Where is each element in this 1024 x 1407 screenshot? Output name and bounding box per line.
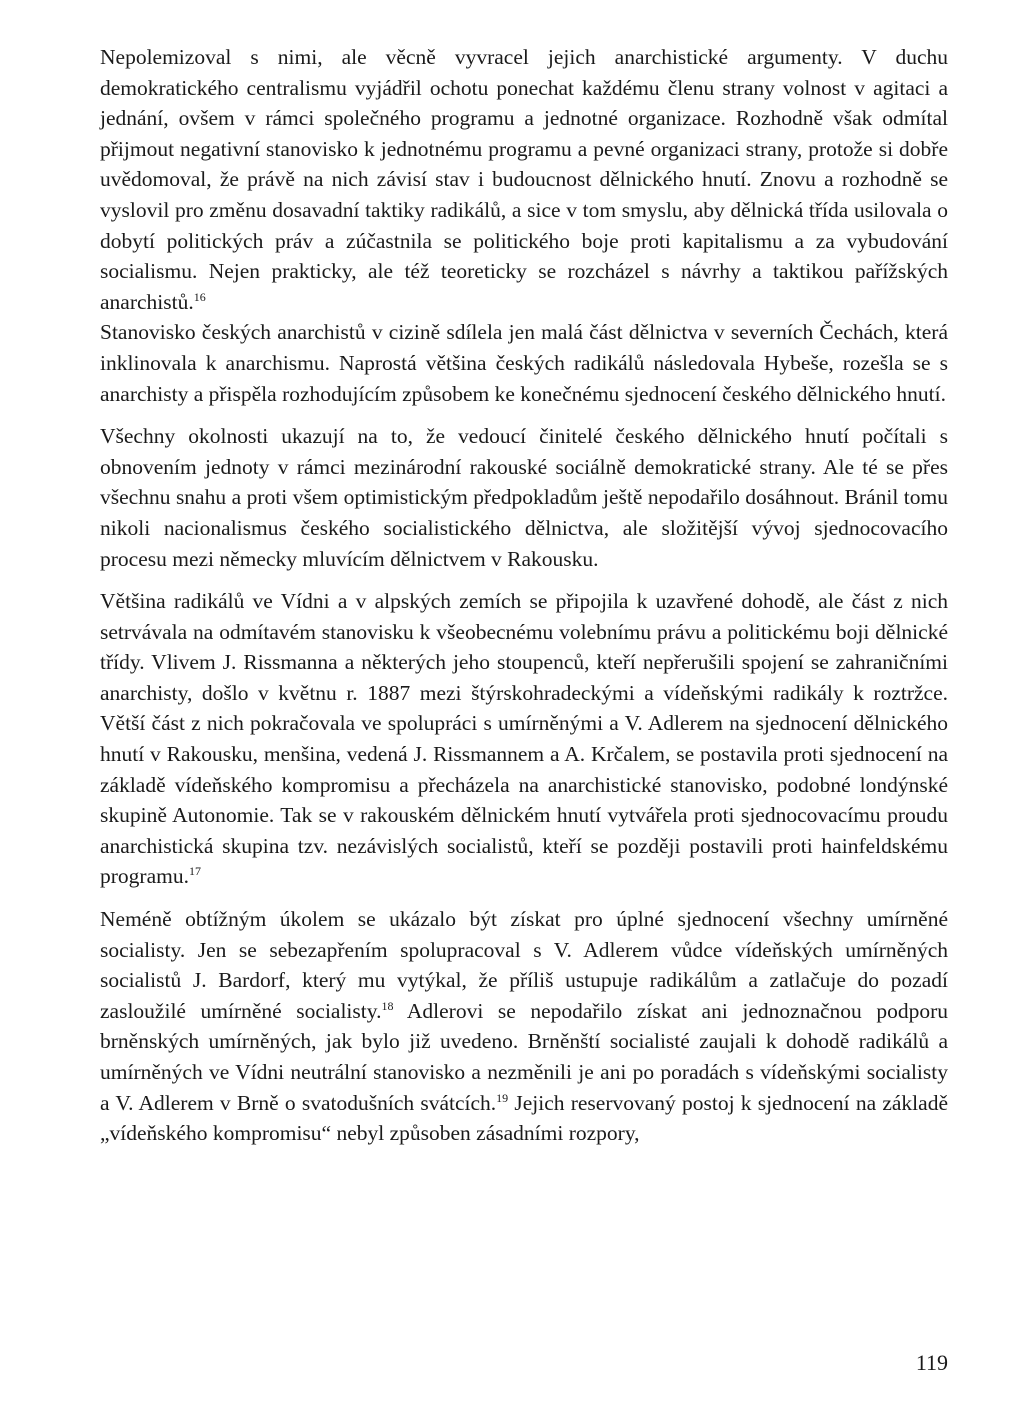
paragraph-3: [100, 421, 948, 574]
footnote-ref-17: 17: [188, 864, 201, 879]
paragraph-5-text-c: Jejich reservovaný postoj k sjednocení na základě „vídeňského kompromisu“ nebyl způsoben zásadními rozpory,: [100, 1090, 948, 1146]
footnote-ref-16: 16: [193, 289, 206, 304]
paragraph-5-text-b: Adlerovi se nepodařilo získat ani jednoznačnou podporu brněnských umírněných, jak bylo již uvedeno. Brněnští socialisté zaujali k dohodě radikálů a umírněných ve Vídni neutrální stanovisko a nezměnili je ani po poradách s vídeňskými socialisty a V. Adlerem v Brně o svatodušních svátcích.: [100, 998, 949, 1115]
page-number: 119: [915, 1350, 948, 1375]
paragraph-2: [100, 317, 948, 409]
paragraph-5: [100, 904, 948, 1149]
paragraph-5-text: Neméně obtížným úkolem se ukázalo být získat pro úplné sjednocení všechny umírněné socialisty. Jen se sebezapřením spolupracoval s V. Adlerem vůdce vídeňských umírněných socialistů J. Bardorf, který mu vytýkal, že příliš ustupuje radikálům a zatlačuje do pozadí zasloužilé umírněné socialisty.: [100, 907, 948, 1023]
paragraph-4: [100, 586, 948, 892]
paragraph-4-text: Většina radikálů ve Vídni a v alpských zemích se připojila k uzavřené dohodě, ale část z nich setrvávala na odmítavém stanovisku k všeobecnému volebnímu právu a politickému boji dělnické třídy. Vlivem J. Rissmanna a některých jeho stoupenců, kteří nepřerušili spojení se zahraničními anarchisty, došlo v květnu r. 1887 mezi štýrskohradeckými a vídeňskými radikály k roztržce. Větší část z nich pokračovala ve spolupráci s umírněnými a V. Adlerem na sjednocení dělnického hnutí v Rakousku, menšina, vedená J. Rissmannem a A. Krčalem, se postavila proti sjednocení na základě vídeňského kompromisu a přecházela na anarchistické stanovisko, podobné londýnské skupině Autonomie. Tak se v rakouském dělnickém hnutí vytvářela proti sjednocovacímu proudu anarchistická skupina tzv. nezávislých socialistů, kteří se později postavili proti hainfeldskému programu.: [100, 589, 948, 889]
paragraph-3-text: Všechny okolnosti ukazují na to, že vedoucí činitelé českého dělnického hnutí počítali s obnovením jednoty v rámci mezinárodní rakouské sociálně demokratické strany. Ale té se přes všechnu snahu a proti všem optimistickým předpokladům ještě nepodařilo dosáhnout. Bránil tomu nikoli nacionalismus českého socialistického dělnictva, ale složitější vývoj sjednocovacího procesu mezi německy mluvícím dělnictvem v Rakousku.: [100, 424, 948, 571]
footnote-ref-18: 18: [381, 998, 394, 1013]
paragraph-1-text: Nepolemizoval s nimi, ale věcně vyvracel jejich anarchistické argumenty. V duchu demokratického centralismu vyjádřil ochotu ponechat každému členu strany volnost v agitaci a jednání, ovšem v rámci společného programu a jednotné organizace. Rozhodně však odmítal přijmout negativní stanovisko k jednotnému programu a pevné organizaci strany, protože si dobře uvědomoval, že právě na nich závisí stav i budoucnost dělnického hnutí. Znovu a rozhodně se vyslovil pro změnu dosavadní taktiky radikálů, a sice v tom smyslu, aby dělnická třída usilovala o dobytí politických práv a zúčastnila se politického boje proti kapitalismu a za vybudování socialismu. Nejen prakticky, ale též teoreticky se rozcházel s návrhy a taktikou pařížských anarchistů.: [100, 45, 948, 314]
paragraph-2-text: Stanovisko českých anarchistů v cizině sdílela jen malá část dělnictva v severních Čechách, která inklinovala k anarchismu. Naprostá většina českých radikálů následovala Hybeše, rozešla se s anarchisty a přispěla rozhodujícím způsobem ke konečnému sjednocení českého dělnického hnutí.: [100, 320, 948, 406]
page-body: [100, 42, 948, 1149]
footnote-ref-19: 19: [496, 1090, 509, 1105]
paragraph-1: [100, 42, 948, 317]
